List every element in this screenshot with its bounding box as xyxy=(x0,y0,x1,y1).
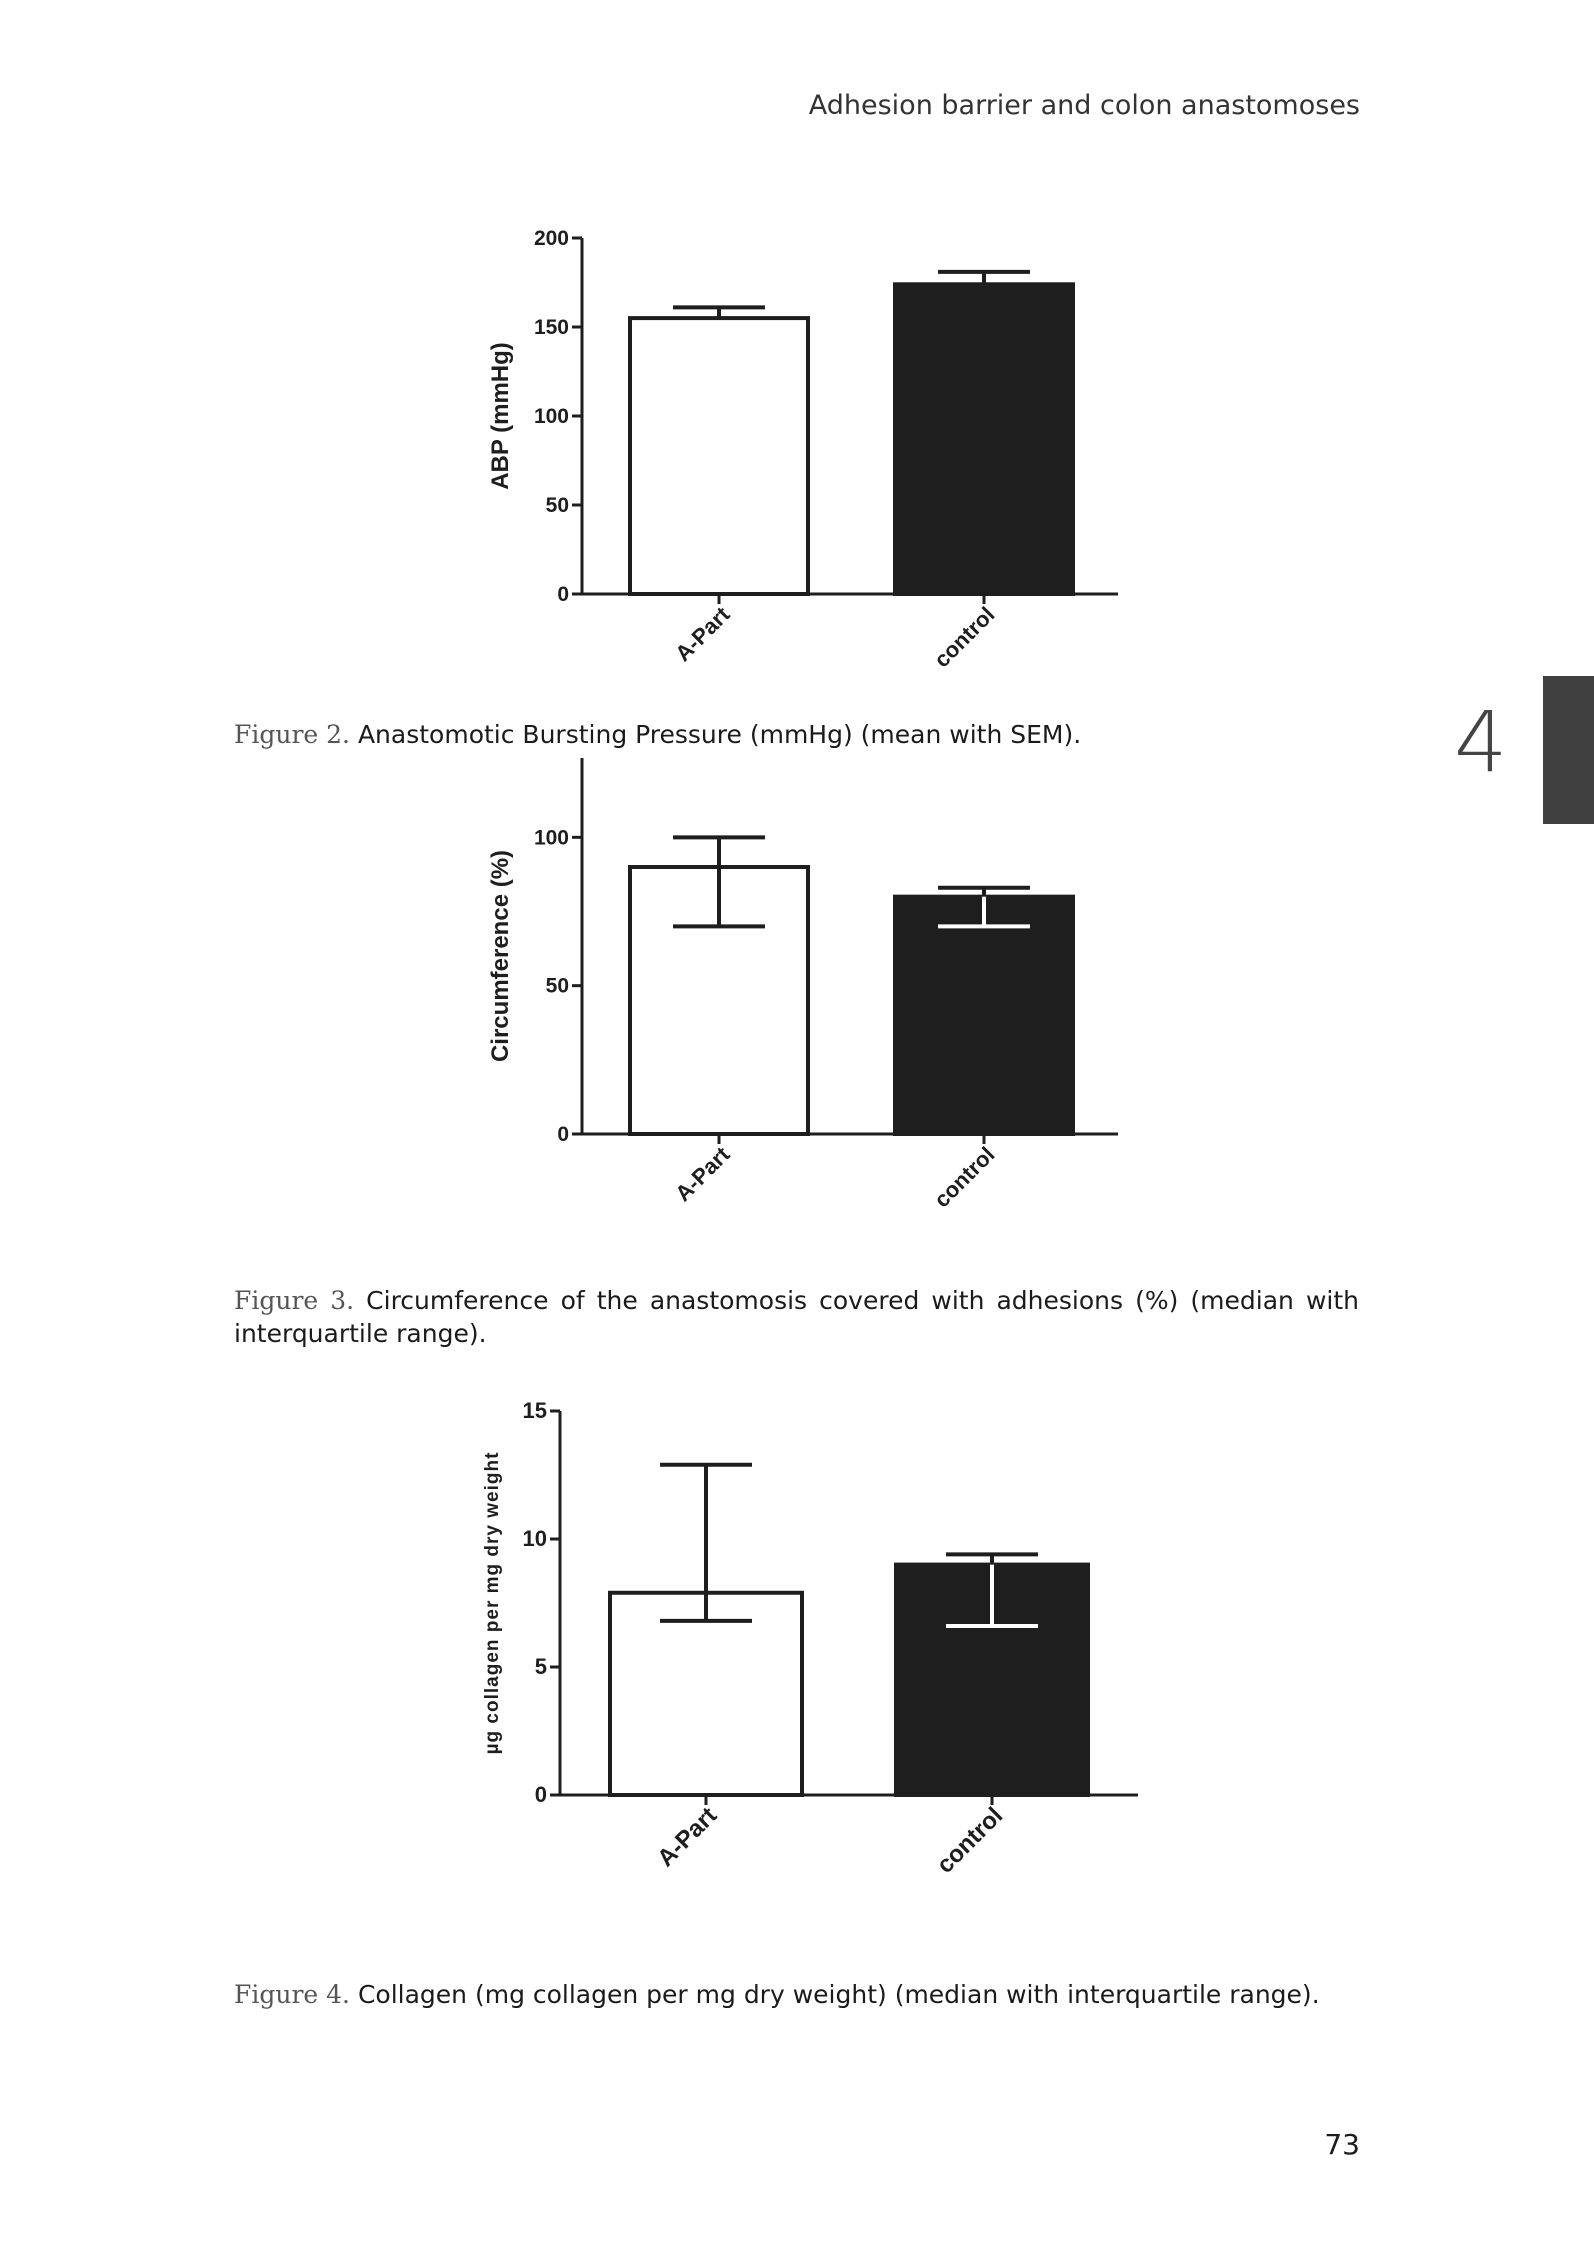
chart-circumference xyxy=(470,760,1130,1250)
bar-control xyxy=(895,284,1073,594)
figure-2-label: Figure 2. xyxy=(234,720,350,749)
y-axis-label: µg collagen per mg dry weight xyxy=(482,1451,503,1755)
figure-3-text: Circumference of the anastomosis covered with adhesions (%) (median with interquartile range). xyxy=(234,1286,1359,1348)
chart-bursting-pressure-svg xyxy=(470,220,1130,710)
x-tick-label-a-part: A-Part xyxy=(670,1141,735,1207)
bar-control xyxy=(895,897,1073,1134)
y-tick-label: 50 xyxy=(545,494,569,517)
y-tick-label: 15 xyxy=(522,1398,547,1423)
x-tick-label-control: control xyxy=(929,1141,1000,1213)
y-tick-label: 100 xyxy=(533,826,569,850)
y-axis-label: Circumference (%) xyxy=(487,849,514,1063)
x-tick-label-control: control xyxy=(931,1802,1009,1879)
figure-2-caption xyxy=(234,718,1359,751)
y-tick-label: 0 xyxy=(557,1123,569,1146)
x-tick-label-a-part: A-Part xyxy=(670,601,735,667)
x-tick-label-a-part: A-Part xyxy=(652,1802,723,1873)
figure-3-label: Figure 3. xyxy=(234,1286,355,1315)
y-tick-label: 0 xyxy=(557,583,569,606)
y-tick-label: 100 xyxy=(533,405,569,428)
chart-circumference-svg xyxy=(470,760,1130,1250)
y-tick-label: 0 xyxy=(534,1782,547,1807)
chart-collagen xyxy=(470,1385,1150,1925)
y-tick-label: 10 xyxy=(522,1526,547,1551)
y-axis-label: ABP (mmHg) xyxy=(487,342,514,490)
y-tick-label: 50 xyxy=(545,974,569,998)
figure-4-text: Collagen (mg collagen per mg dry weight) (median with interquartile range). xyxy=(357,1980,1320,2009)
running-head: Adhesion barrier and colon anastomoses xyxy=(808,90,1360,121)
figure-3-caption xyxy=(234,1284,1359,1350)
bar-a-part xyxy=(610,1593,802,1795)
figure-4-caption xyxy=(234,1978,1359,2011)
chart-bursting-pressure xyxy=(470,220,1130,710)
figure-4-label: Figure 4. xyxy=(234,1980,350,2009)
figure-2-text: Anastomotic Bursting Pressure (mmHg) (mean with SEM). xyxy=(357,720,1082,749)
chart-collagen-svg xyxy=(470,1385,1150,1925)
x-tick-label-control: control xyxy=(929,601,1000,673)
y-tick-label: 5 xyxy=(534,1654,547,1679)
page-number: 73 xyxy=(1324,2128,1360,2161)
y-tick-label: 150 xyxy=(533,316,569,339)
chapter-tab xyxy=(1543,676,1594,824)
bar-a-part xyxy=(630,318,808,594)
chapter-number: 4 xyxy=(1454,693,1508,791)
y-tick-label: 200 xyxy=(533,227,569,250)
